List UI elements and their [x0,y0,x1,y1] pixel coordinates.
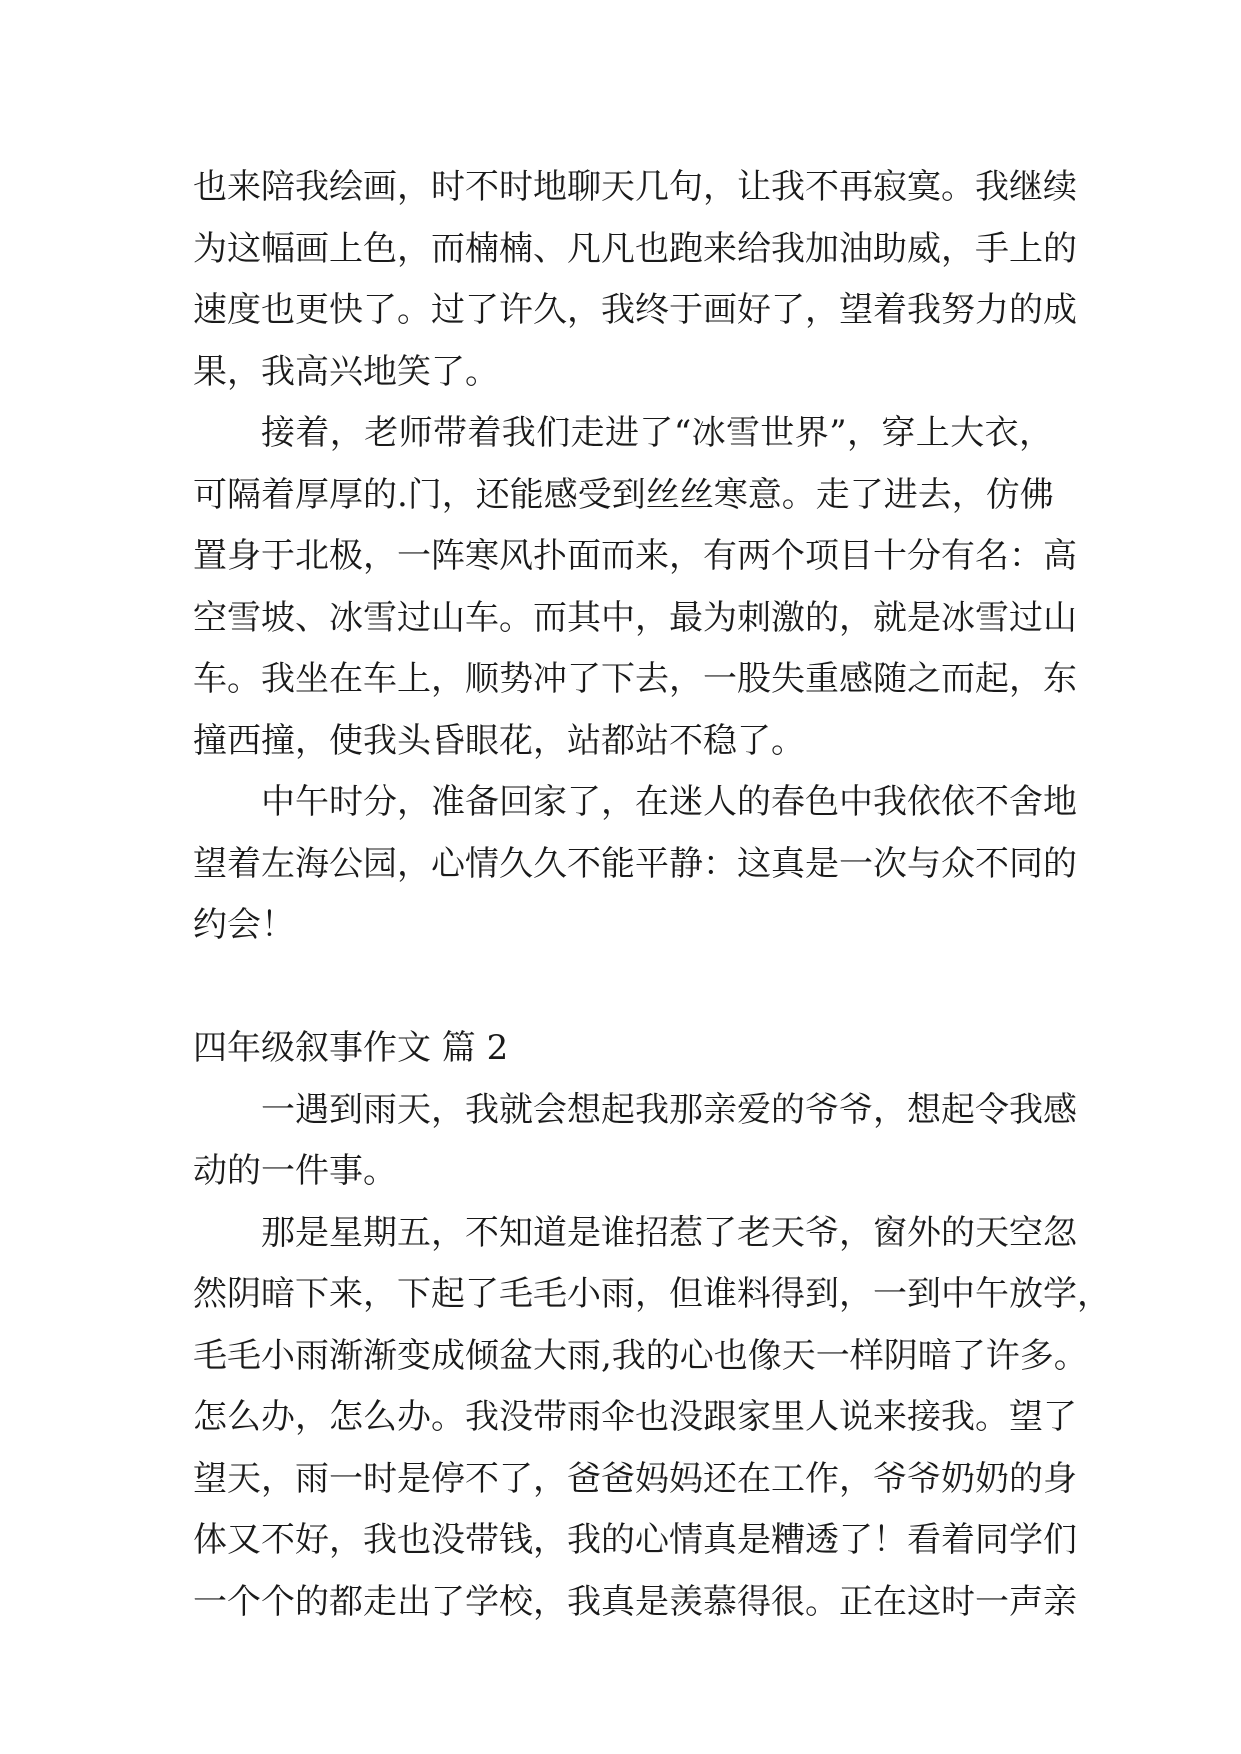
text-line: 也来陪我绘画，时不时地聊天几句，让我不再寂寞。我继续 [193,167,1077,207]
text-line: 毛毛小雨渐渐变成倾盆大雨,我的心也像天一样阴暗了许多。 [193,1335,1088,1376]
text-line: 望着左海公园，心情久久不能平静：这真是一次与众不同的 [193,843,1077,884]
paragraph-ice-world [193,403,1077,772]
text-line: 撞西撞，使我头昏眼花，站都站不稳了。 [193,720,805,761]
text-line: 速度也更快了。过了许久，我终于画好了，望着我努力的成 [193,290,1077,330]
text-line: 约会！ [193,905,295,945]
text-line: 动的一件事。 [193,1151,397,1191]
paragraph-continuation [193,157,1077,403]
text-line: 接着，老师带着我们走进了“冰雪世界”，穿上大衣， [261,413,1053,453]
text-line: 那是星期五，不知道是谁招惹了老天爷，窗外的天空忽 [261,1212,1077,1253]
text-line: 空雪坡、冰雪过山车。而其中，最为刺激的，就是冰雪过山 [193,597,1077,638]
text-line: 中午时分，准备回家了，在迷人的春色中我依依不舍地 [261,782,1077,822]
text-line: 车。我坐在车上，顺势冲了下去，一股失重感随之而起，东 [193,659,1077,699]
text-line: 体又不好，我也没带钱，我的心情真是糟透了！看着同学们 [193,1520,1077,1560]
text-line: 为这幅画上色，而楠楠、凡凡也跑来给我加油助威，手上的 [193,228,1077,269]
paragraph-friday [193,1203,1111,1634]
text-line: 一遇到雨天，我就会想起我那亲爱的爷爷，想起令我感 [261,1089,1077,1130]
text-line: 置身于北极，一阵寒风扑面而来，有两个项目十分有名：高 [193,536,1077,576]
paragraph-noon [193,772,1077,957]
text-line: 然阴暗下来，下起了毛毛小雨，但谁料得到，一到中午放学， [193,1274,1111,1314]
document-body [193,157,1111,1633]
text-line: 可隔着厚厚的.门，还能感受到丝丝寒意。走了进去，仿佛 [193,474,1054,515]
text-line: 怎么办，怎么办。我没带雨伞也没跟家里人说来接我。望了 [193,1397,1077,1437]
text-line: 望天，雨一时是停不了，爸爸妈妈还在工作，爷爷奶奶的身 [193,1458,1077,1499]
text-line: 果，我高兴地笑了。 [193,351,499,392]
section-spacer [193,957,1053,1019]
section-heading: 四年级叙事作文 篇 2 [193,1028,509,1068]
text-line: 一个个的都走出了学校，我真是羡慕得很。正在这时一声亲 [193,1581,1077,1622]
paragraph-rainy-day [193,1080,1077,1203]
